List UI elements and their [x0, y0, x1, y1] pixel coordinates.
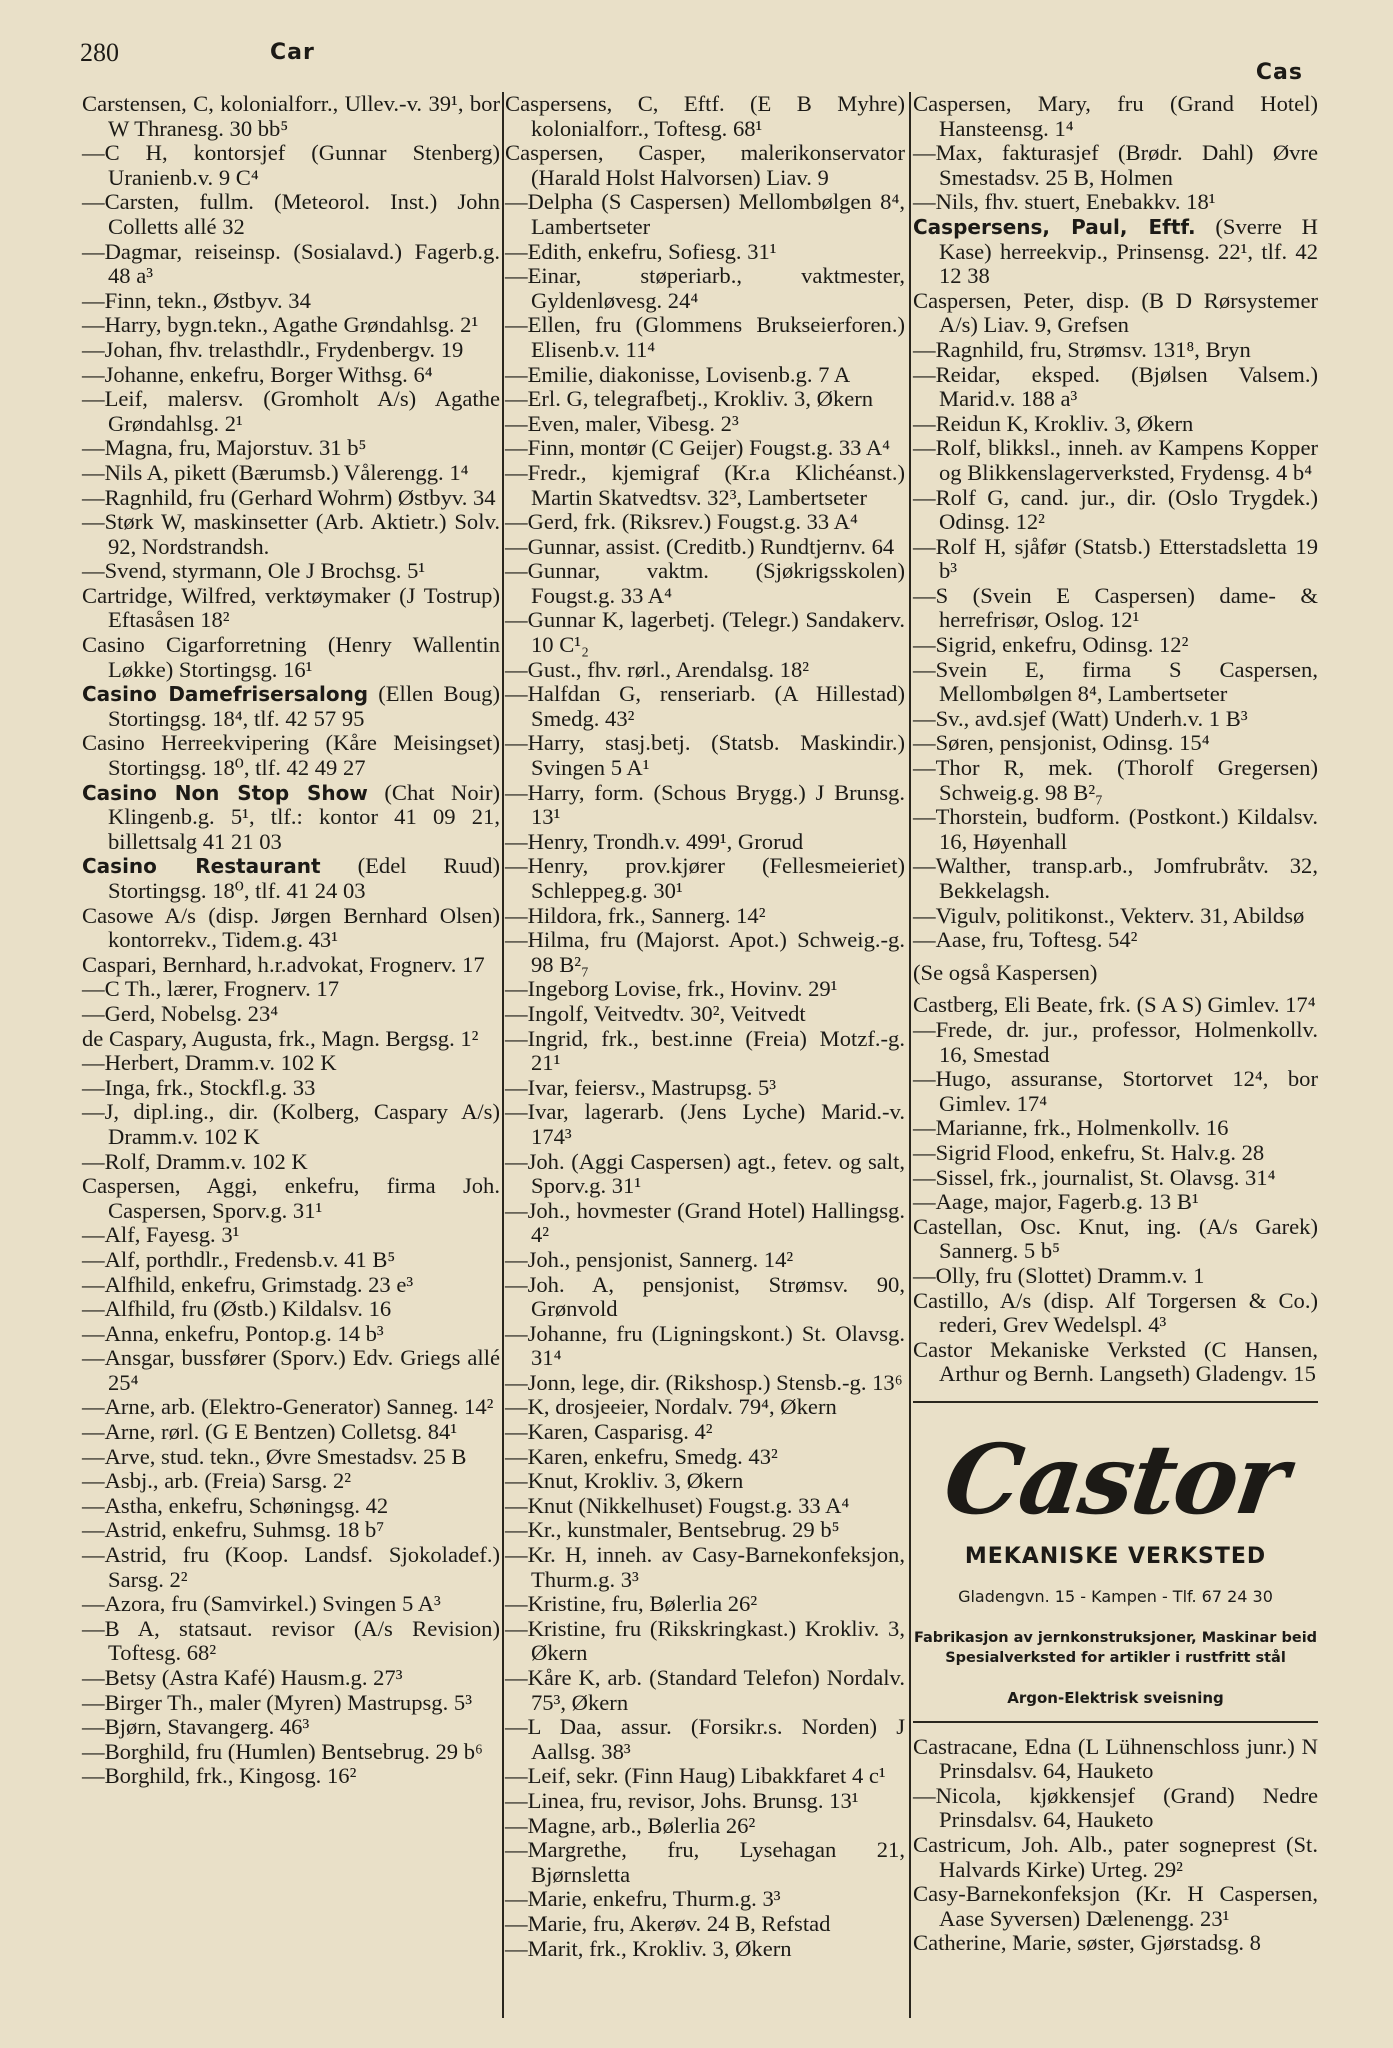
directory-entry: —Aage, major, Fagerb.g. 13 B¹ [913, 1189, 1199, 1215]
castor-logo: Castor [937, 1422, 1294, 1536]
directory-entry: —Ingolf, Veitvedtv. 30², Veitvedt [505, 1000, 806, 1026]
directory-entry: —Marianne, frk., Holmenkollv. 16 [913, 1115, 1229, 1141]
directory-entry: —Edith, enkefru, Sofiesg. 31¹ [505, 238, 777, 264]
directory-entry: —Arve, stud. tekn., Øvre Smestadsv. 25 B [82, 1443, 467, 1469]
ad-welding: Argon-Elektrisk sveisning [1007, 1689, 1224, 1708]
directory-entry: —Jonn, lege, dir. (Rikshosp.) Stensb.-g. 13⁶ [505, 1369, 903, 1395]
directory-entry: Castillo, A/s (disp. Alf Torgersen & Co.) rederi, Grev Wedelspl. 4³ [913, 1287, 1318, 1338]
directory-entry: Castellan, Osc. Knut, ing. (A/s Garek) Sannerg. 5 b⁵ [913, 1213, 1318, 1264]
directory-entry: —Ansgar, bussfører (Sporv.) Edv. Griegs allé 25⁴ [82, 1345, 500, 1395]
directory-entry: —Linea, fru, revisor, Johs. Brunsg. 13¹ [505, 1787, 859, 1813]
directory-entry: —Ragnhild, fru (Gerhard Wohrm) Østbyv. 34 [82, 484, 496, 510]
directory-entry: —Alfhild, enkefru, Grimstadg. 23 e³ [82, 1271, 414, 1297]
directory-entry: —Gerd, frk. (Riksrev.) Fougst.g. 33 A⁴ [505, 509, 858, 535]
directory-entry: —Frede, dr. jur., professor, Holmenkollv. 16, Smestad [913, 1016, 1318, 1067]
ad-address: Gladengvn. 15 - Kampen - Tlf. 67 24 30 [958, 1587, 1273, 1607]
directory-entry: —Alf, Fayesg. 3¹ [82, 1222, 240, 1248]
directory-entry: —Kr. H, inneh. av Casy-Barnekonfeksjon, Thurm.g. 3³ [505, 1542, 905, 1592]
header-right-word: Cas [1255, 60, 1303, 85]
directory-entry: —Alfhild, fru (Østb.) Kildalsv. 16 [82, 1296, 392, 1322]
column-divider [502, 92, 504, 2018]
ad-description-line: Spesialverksted for artikler i rustfritt stål [945, 1650, 1286, 1667]
directory-entry: —Marie, enkefru, Thurm.g. 3³ [505, 1886, 781, 1912]
directory-entry: —Birger Th., maler (Myren) Mastrupsg. 5³ [82, 1689, 472, 1715]
directory-entry: Casino Cigarforretning (Henry Wallentin Løkke) Stortingsg. 16¹ [82, 632, 500, 682]
directory-entry: —Nicola, kjøkkensjef (Grand) Nedre Prinsdalsv. 64, Hauketo [913, 1782, 1318, 1833]
directory-entry: —Johan, fhv. trelasthdlr., Frydenbergv. 19 [82, 336, 464, 362]
directory-entry: de Caspary, Augusta, frk., Magn. Bergsg. 1² [82, 1025, 479, 1051]
directory-entry: —Harry, form. (Schous Brygg.) J Brunsg. 13¹ [505, 779, 905, 830]
bold-firm-name: Casino Damefrisersalong [82, 682, 369, 707]
directory-entry: —Betsy (Astra Kafé) Hausm.g. 27³ [82, 1665, 403, 1690]
page-number: 280 [80, 38, 119, 67]
directory-entry: —Gunnar, vaktm. (Sjøkrigsskolen) Fougst.g. 33 A⁴ [505, 558, 905, 608]
directory-entry: —Nils A, pikett (Bærumsb.) Vålerengg. 1⁴ [82, 459, 469, 485]
directory-entry: —Ellen, fru (Glommens Brukseierforen.) Elisenb.v. 11⁴ [505, 312, 905, 362]
directory-entry: —L Daa, assur. (Forsikr.s. Norden) J Aallsg. 38³ [505, 1714, 905, 1764]
ad-description-line: Fabrikasjon av jernkonstruksjoner, Maskinar beid [913, 1630, 1318, 1647]
directory-entry: —Sigrid, enkefru, Odinsg. 12² [913, 632, 1189, 658]
directory-entry: —Arne, arb. (Elektro-Generator) Sanneg. 14² [82, 1394, 494, 1420]
column-2 [505, 92, 905, 1961]
directory-entry: —Gunnar, assist. (Creditb.) Rundtjernv. 64 [505, 533, 895, 559]
directory-entry: —Ingrid, frk., best.inne (Freia) Motzf.-g. 21¹ [505, 1025, 905, 1076]
directory-entry: Castor Mekaniske Verksted (C Hansen, Arthur og Bernh. Langseth) Gladengv. 15 [913, 1336, 1318, 1387]
directory-entry: —Marit, frk., Krokliv. 3, Økern [505, 1935, 792, 1961]
directory-entry: —Gust., fhv. rørl., Arendalsg. 18² [505, 656, 810, 682]
directory-entry: —Rolf, Dramm.v. 102 K [82, 1148, 308, 1174]
directory-entry: —Hildora, frk., Sannerg. 14² [505, 902, 766, 928]
directory-entry: —Thorstein, budform. (Postkont.) Kildalsv. 16, Høyenhall [913, 804, 1318, 854]
directory-entry: —Borghild, frk., Kingosg. 16² [82, 1763, 357, 1789]
directory-entry-bold: Casino Non Stop Show (Chat Noir) Klingenb.g. 5¹, tlf.: kontor 41 09 21, billettsalg 41 21 03 [82, 779, 501, 854]
directory-entry: —Margrethe, fru, Lysehagan 21, Bjørnsletta [505, 1837, 905, 1887]
directory-entry: Castracane, Edna (L Lühnenschloss junr.) N Prinsdalsv. 64, Hauketo [913, 1733, 1318, 1784]
directory-entry: —Ingeborg Lovise, frk., Hovinv. 29¹ [505, 976, 838, 1002]
directory-entry: —Johanne, enkefru, Borger Withsg. 6⁴ [82, 361, 433, 387]
directory-entry: —K, drosjeeier, Nordalv. 79⁴, Økern [505, 1394, 837, 1420]
directory-entry: —Søren, pensjonist, Odinsg. 15⁴ [913, 730, 1210, 756]
directory-entry: —Reidun K, Krokliv. 3, Økern [913, 410, 1194, 436]
directory-entry: —Asbj., arb. (Freia) Sarsg. 2² [82, 1468, 352, 1494]
directory-entry: —Anna, enkefru, Pontop.g. 14 b³ [82, 1320, 384, 1346]
directory-entry: Casino Herreekvipering (Kåre Meisingset) Stortingsg. 18⁰, tlf. 42 49 27 [82, 730, 500, 781]
directory-entry: —Vigulv, politikonst., Vekterv. 31, Abildsø [913, 902, 1305, 928]
directory-entry: —Svein E, firma S Caspersen, Mellombølgen 8⁴, Lambertseter [913, 656, 1318, 707]
directory-entry: —Finn, tekn., Østbyv. 34 [82, 287, 311, 313]
directory-entry: Caspari, Bernhard, h.r.advokat, Frognerv. 17 [82, 951, 485, 977]
directory-entry: —Arne, rørl. (G E Bentzen) Colletsg. 84¹ [82, 1419, 458, 1445]
directory-entry: —Joh. A, pensjonist, Strømsv. 90, Grønvold [505, 1271, 905, 1322]
directory-entry: —Bjørn, Stavangerg. 46³ [82, 1714, 310, 1740]
directory-entry: —Joh., hovmester (Grand Hotel) Hallingsg. 4² [505, 1197, 905, 1248]
directory-entry: —Leif, sekr. (Finn Haug) Libakkfaret 4 c¹ [505, 1763, 886, 1789]
directory-entry: —Alf, porthdlr., Fredensb.v. 41 B⁵ [82, 1246, 396, 1272]
directory-entry-bold: Casino Damefrisersalong (Ellen Boug) Stortingsg. 18⁴, tlf. 42 57 95 [82, 681, 500, 731]
directory-entry: —Hilma, fru (Majorst. Apot.) Schweig.-g. 98 B²₇ [505, 927, 905, 977]
directory-entry: —Halfdan G, renseriarb. (A Hillestad) Smedg. 43² [505, 681, 905, 731]
directory-entry: —Knut, Krokliv. 3, Økern [505, 1468, 744, 1494]
directory-entry: —Rolf, blikksl., inneh. av Kampens Kopper og Blikkenslagerverksted, Frydensg. 4 b⁴ [913, 435, 1318, 485]
directory-entry: —Einar, støperiarb., vaktmester, Gyldenløvesg. 24⁴ [505, 263, 905, 313]
directory-entry: —Svend, styrmann, Ole J Brochsg. 5¹ [82, 558, 426, 584]
directory-entry: —Azora, fru (Samvirkel.) Svingen 5 A³ [82, 1591, 441, 1617]
directory-entry-bold: Casino Restaurant (Edel Ruud) Stortingsg. 18⁰, tlf. 41 24 03 [82, 853, 500, 903]
directory-entry: —Reidar, eksped. (Bjølsen Valsem.) Marid.v. 188 a³ [913, 361, 1318, 412]
directory-entry: Caspersen, Mary, fru (Grand Hotel) Hansteensg. 1⁴ [913, 91, 1318, 141]
directory-entry: —Kåre K, arb. (Standard Telefon) Nordalv. 75³, Økern [505, 1665, 905, 1715]
directory-entry: —B A, statsaut. revisor (A/s Revision) Toftesg. 68² [82, 1615, 500, 1666]
directory-entry: —Dagmar, reiseinsp. (Sosialavd.) Fagerb.g. 48 a³ [82, 238, 500, 289]
directory-entry: —Gunnar K, lagerbetj. (Telegr.) Sandakerv. 10 C¹₂ [505, 607, 905, 658]
directory-entry: —Borghild, fru (Humlen) Bentsebrug. 29 b⁶ [82, 1738, 483, 1764]
directory-entry: Carstensen, C, kolonialforr., Ullev.-v. 39¹, bor W Thranesg. 30 bb⁵ [82, 91, 500, 141]
directory-entry: —Kristine, fru (Rikskringkast.) Krokliv. 3, Økern [505, 1615, 905, 1666]
directory-entry: Caspersens, C, Eftf. (E B Myhre) kolonialforr., Toftesg. 68¹ [505, 91, 905, 141]
directory-entry: —S (Svein E Caspersen) dame- & herrefrisør, Oslog. 12¹ [913, 582, 1318, 633]
directory-entry: —Sv., avd.sjef (Watt) Underh.v. 1 B³ [913, 705, 1248, 731]
directory-entry: —Delpha (S Caspersen) Mellombølgen 8⁴, Lambertseter [505, 189, 905, 239]
ad-description [913, 1628, 1318, 1668]
directory-entry: —Henry, Trondh.v. 499¹, Grorud [505, 828, 804, 854]
directory-entry: —Kr., kunstmaler, Bentsebrug. 29 b⁵ [505, 1517, 840, 1543]
directory-entry: Castberg, Eli Beate, frk. (S A S) Gimlev. 17⁴ [913, 992, 1316, 1018]
castor-advertisement [913, 1401, 1318, 1723]
directory-entry: —Marie, fru, Akerøv. 24 B, Refstad [505, 1910, 831, 1936]
directory-entry: —Størk W, maskinsetter (Arb. Aktietr.) Solv. 92, Nordstrandsh. [82, 509, 500, 559]
directory-entry: —Inga, frk., Stockfl.g. 33 [82, 1074, 316, 1100]
page-header [80, 38, 1313, 85]
directory-entry: —Even, maler, Vibesg. 2³ [505, 410, 739, 436]
directory-entry: —Kristine, fru, Bølerlia 26² [505, 1591, 758, 1617]
bold-firm-name: Caspersens, Paul, Eftf. [913, 214, 1196, 239]
directory-entry: —Gerd, Nobelsg. 23⁴ [82, 1000, 279, 1026]
bold-firm-name: Casino Non Stop Show [82, 780, 368, 805]
directory-entry: —Sigrid Flood, enkefru, St. Halv.g. 28 [913, 1139, 1265, 1165]
directory-entry: —Ivar, lagerarb. (Jens Lyche) Marid.-v. 174³ [505, 1099, 905, 1149]
directory-entry: —Rolf G, cand. jur., dir. (Oslo Trygdek.) Odinsg. 12² [913, 484, 1318, 535]
directory-entry: —Olly, fru (Slottet) Dramm.v. 1 [913, 1262, 1205, 1288]
directory-entry: Casy-Barnekonfeksjon (Kr. H Caspersen, Aase Syversen) Dælenengg. 23¹ [913, 1881, 1318, 1931]
directory-entry: —Fredr., kjemigraf (Kr.a Klichéanst.) Martin Skatvedtsv. 32³, Lambertseter [505, 459, 905, 510]
directory-entry: —Sissel, frk., journalist, St. Olavsg. 31⁴ [913, 1164, 1276, 1190]
directory-entry: —Joh. (Aggi Caspersen) agt., fetev. og salt, Sporv.g. 31¹ [505, 1148, 905, 1199]
directory-entry: Caspersen, Casper, malerikonservator (Harald Holst Halvorsen) Liav. 9 [505, 140, 905, 190]
column-1 [82, 92, 500, 1789]
directory-entry: Castricum, Joh. Alb., pater sogneprest (St. Halvards Kirke) Urteg. 29² [913, 1832, 1318, 1882]
directory-entry: Caspersen, Aggi, enkefru, firma Joh. Caspersen, Sporv.g. 31¹ [82, 1173, 500, 1223]
directory-entry: —Emilie, diakonisse, Lovisenb.g. 7 A [505, 361, 851, 387]
directory-entry: Caspersen, Peter, disp. (B D Rørsystemer A/s) Liav. 9, Grefsen [913, 287, 1318, 338]
directory-entry: —Magna, fru, Majorstuv. 31 b⁵ [82, 435, 367, 461]
directory-entry: Cartridge, Wilfred, verktøymaker (J Tostrup) Eftasåsen 18² [82, 582, 500, 633]
bold-firm-name: Casino Restaurant [82, 854, 321, 879]
directory-entry: —Ragnhild, fru, Strømsv. 131⁸, Bryn [913, 336, 1251, 362]
column-3 [913, 92, 1318, 1956]
directory-entry: —Max, fakturasjef (Brødr. Dahl) Øvre Smestadsv. 25 B, Holmen [913, 140, 1318, 190]
ad-title: MEKANISKE VERKSTED [964, 1543, 1267, 1569]
directory-entry: —Hugo, assuranse, Stortorvet 12⁴, bor Gimlev. 17⁴ [913, 1066, 1318, 1116]
directory-entry-bold: Caspersens, Paul, Eftf. (Sverre H Kase) herreekvip., Prinsensg. 22¹, tlf. 42 12 38 [913, 213, 1318, 289]
directory-entry: —Ivar, feiersv., Mastrupsg. 5³ [505, 1074, 777, 1100]
directory-entry: —Johanne, fru (Ligningskont.) St. Olavsg. 31⁴ [505, 1320, 905, 1371]
directory-entry: —Nils, fhv. stuert, Enebakkv. 18¹ [913, 189, 1216, 215]
directory-entry: —C H, kontorsjef (Gunnar Stenberg) Uranienb.v. 9 C⁴ [82, 140, 500, 190]
directory-entry: Casowe A/s (disp. Jørgen Bernhard Olsen) kontorrekv., Tidem.g. 43¹ [82, 902, 500, 953]
directory-entry: —Aase, fru, Toftesg. 54² [913, 927, 1138, 953]
directory-entry: —Karen, enkefru, Smedg. 43² [505, 1443, 778, 1469]
directory-entry: —Joh., pensjonist, Sannerg. 14² [505, 1246, 794, 1272]
directory-entry: —J, dipl.ing., dir. (Kolberg, Caspary A/s) Dramm.v. 102 K [82, 1099, 500, 1149]
directory-entry: Catherine, Marie, søster, Gjørstadsg. 8 [913, 1930, 1261, 1956]
directory-entry: —Rolf H, sjåfør (Statsb.) Etterstadsletta 19 b³ [913, 533, 1318, 584]
directory-entry: —Knut (Nikkelhuset) Fougst.g. 33 A⁴ [505, 1492, 850, 1518]
directory-entry: —Magne, arb., Bølerlia 26² [505, 1812, 756, 1838]
directory-entry: —Astha, enkefru, Schøningsg. 42 [82, 1492, 389, 1518]
directory-entry: —Leif, malersv. (Gromholt A/s) Agathe Grøndahlsg. 2¹ [82, 386, 500, 436]
directory-entry: —Karen, Casparisg. 4² [505, 1419, 713, 1445]
column-divider [909, 92, 911, 2018]
directory-entry: —Thor R, mek. (Thorolf Gregersen) Schweig.g. 98 B²₇ [913, 755, 1318, 805]
header-left-word: Car [270, 40, 315, 65]
directory-entry: —Erl. G, telegrafbetj., Krokliv. 3, Økern [505, 386, 874, 412]
directory-entry: —Walther, transp.arb., Jomfrubråtv. 32, Bekkelagsh. [913, 853, 1318, 903]
directory-entry: —Astrid, fru (Koop. Landsf. Sjokoladef.) Sarsg. 2² [82, 1542, 500, 1592]
directory-entry: —Astrid, enkefru, Suhmsg. 18 b⁷ [82, 1517, 385, 1543]
directory-entry: —C Th., lærer, Frognerv. 17 [82, 976, 340, 1002]
see-also-note: (Se også Kaspersen) [913, 959, 1098, 985]
directory-entry: —Herbert, Dramm.v. 102 K [82, 1050, 337, 1076]
directory-entry: —Henry, prov.kjører (Fellesmeieriet) Schleppeg.g. 30¹ [505, 853, 905, 903]
directory-entry: —Carsten, fullm. (Meteorol. Inst.) John Colletts allé 32 [82, 189, 500, 239]
directory-entry: —Harry, stasj.betj. (Statsb. Maskindir.) Svingen 5 A¹ [505, 730, 905, 781]
directory-entry: —Finn, montør (C Geijer) Fougst.g. 33 A⁴ [505, 435, 891, 461]
directory-entry: —Harry, bygn.tekn., Agathe Grøndahlsg. 2¹ [82, 312, 479, 338]
